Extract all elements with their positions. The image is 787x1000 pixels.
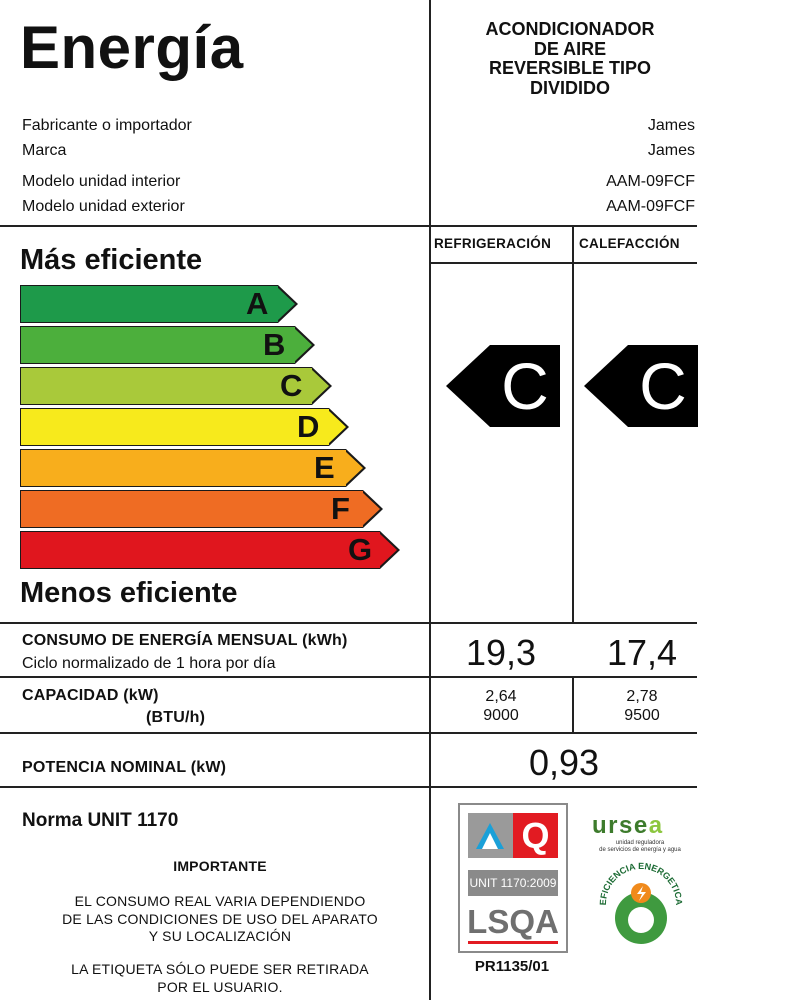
capacity-divider xyxy=(0,732,697,734)
manufacturer-label: Fabricante o importador xyxy=(22,117,192,134)
notice-line: Y SU LOCALIZACIÓN xyxy=(148,928,292,944)
main-column-divider xyxy=(429,0,431,1000)
efficiency-bar-tip xyxy=(379,533,397,567)
important-heading: IMPORTANTE xyxy=(173,858,267,874)
efficiency-bar-g xyxy=(20,531,400,569)
cooling-consumption: 19,3 xyxy=(465,632,537,673)
consumption-subtitle: Ciclo normalizado de 1 hora por día xyxy=(22,655,276,672)
efficiency-bar-c xyxy=(20,367,332,405)
efficiency-class-letter: C xyxy=(280,368,303,403)
indoor-model-label: Modelo unidad interior xyxy=(22,173,181,190)
efficiency-bar-body xyxy=(20,490,363,528)
efficiency-bar-f xyxy=(20,490,383,528)
efficiency-bar-body xyxy=(20,449,346,487)
energy-efficiency-seal xyxy=(596,858,686,950)
efficiency-bar-tip xyxy=(277,287,295,321)
efficiency-class-letter: F xyxy=(331,491,350,526)
lsqa-q-mark: Q xyxy=(513,813,558,858)
power-value: 0,93 xyxy=(528,742,600,783)
efficiency-class-letter: D xyxy=(297,409,320,444)
product-line: DE AIRE xyxy=(533,38,607,59)
rating-column-divider xyxy=(572,226,574,622)
more-efficient-label: Más eficiente xyxy=(20,244,203,276)
power-divider xyxy=(0,786,697,788)
notice-line: DE LAS CONDICIONES DE USO DEL APARATO xyxy=(62,910,378,927)
cooling-capacity-btu: 9000 xyxy=(483,707,519,724)
efficiency-bar-tip xyxy=(345,451,363,485)
product-type xyxy=(440,20,700,98)
consumption-notice xyxy=(40,893,400,946)
efficiency-bar-d xyxy=(20,408,349,446)
capacity-title: CAPACIDAD (kW) xyxy=(22,687,159,704)
removal-notice xyxy=(40,961,400,996)
efficiency-bar-tip xyxy=(294,328,312,362)
efficiency-bar-tip xyxy=(362,492,380,526)
ursea-a: a xyxy=(648,812,664,839)
brand-label: Marca xyxy=(22,142,67,159)
efficiency-bar-e xyxy=(20,449,366,487)
arrow-left-icon xyxy=(446,345,490,427)
header-divider xyxy=(0,225,697,227)
lsqa-underline xyxy=(468,941,558,944)
efficiency-bar-body xyxy=(20,326,295,364)
cooling-column-head: REFRIGERACIÓN xyxy=(434,236,552,251)
manufacturer-value: James xyxy=(647,117,695,134)
heating-class-indicator xyxy=(584,345,698,427)
scale-divider xyxy=(0,622,697,624)
efficiency-bar-a xyxy=(20,285,298,323)
ursea-subtitle xyxy=(590,840,690,854)
efficiency-bar-b xyxy=(20,326,315,364)
product-line: DIVIDIDO xyxy=(529,77,610,98)
less-efficient-label: Menos eficiente xyxy=(20,577,238,609)
capacity-btu-unit: (BTU/h) xyxy=(146,709,206,726)
efficiency-class-letter: G xyxy=(348,532,373,567)
efficiency-class-letter: A xyxy=(246,286,269,321)
label-title: Energía xyxy=(20,14,244,81)
column-head-divider xyxy=(429,262,697,264)
ursea-sub-line: de servicios de energía y agua xyxy=(599,847,681,853)
heating-capacity xyxy=(572,687,712,725)
removal-line: LA ETIQUETA SÓLO PUEDE SER RETIRADA xyxy=(71,961,369,977)
brand-value: James xyxy=(647,142,695,159)
ursea-sub-line: unidad reguladora xyxy=(615,840,665,846)
lsqa-certification-logo xyxy=(458,803,568,953)
lsqa-word: LSQA xyxy=(467,903,559,940)
consumption-title: CONSUMO DE ENERGÍA MENSUAL (kWh) xyxy=(22,632,348,649)
product-line: REVERSIBLE TIPO xyxy=(488,58,652,78)
power-title: POTENCIA NOMINAL (kW) xyxy=(22,759,227,776)
product-line: ACONDICIONADOR xyxy=(485,19,655,39)
efficiency-bar-body xyxy=(20,285,278,323)
indoor-model-value: AAM-09FCF xyxy=(606,173,695,190)
heating-capacity-kw: 2,78 xyxy=(626,688,658,705)
outdoor-model-value: AAM-09FCF xyxy=(606,198,695,215)
lsqa-norm: UNIT 1170:2009 xyxy=(468,870,558,896)
efficiency-bar-body xyxy=(20,408,329,446)
efficiency-class-letter: E xyxy=(314,450,335,485)
ursea-logo xyxy=(592,812,664,840)
arrow-left-icon xyxy=(584,345,628,427)
heating-class-letter: C xyxy=(628,345,698,427)
heating-consumption: 17,4 xyxy=(606,632,678,673)
consumption-divider xyxy=(0,676,697,678)
efficiency-bar-tip xyxy=(311,369,329,403)
heating-capacity-btu: 9500 xyxy=(624,707,660,724)
notice-line: EL CONSUMO REAL VARIA DEPENDIENDO xyxy=(74,893,366,909)
efficiency-bar-body xyxy=(20,531,380,569)
cooling-class-letter: C xyxy=(490,345,560,427)
seal-text: EFICIENCIA ENERGETICA xyxy=(597,860,685,906)
cooling-capacity-kw: 2,64 xyxy=(485,688,517,705)
norm-label: Norma UNIT 1170 xyxy=(22,810,179,831)
certificate-code: PR1135/01 xyxy=(474,958,550,975)
outdoor-model-label: Modelo unidad exterior xyxy=(22,198,185,215)
removal-line: POR EL USUARIO. xyxy=(157,978,283,995)
ursea-word: urse xyxy=(592,812,649,839)
heating-column-head: CALEFACCIÓN xyxy=(579,236,680,251)
cooling-capacity xyxy=(431,687,571,725)
efficiency-bar-body xyxy=(20,367,312,405)
efficiency-bar-tip xyxy=(328,410,346,444)
efficiency-class-letter: B xyxy=(263,327,286,362)
cooling-class-indicator xyxy=(446,345,560,427)
lsqa-triangle-icon xyxy=(468,813,513,858)
